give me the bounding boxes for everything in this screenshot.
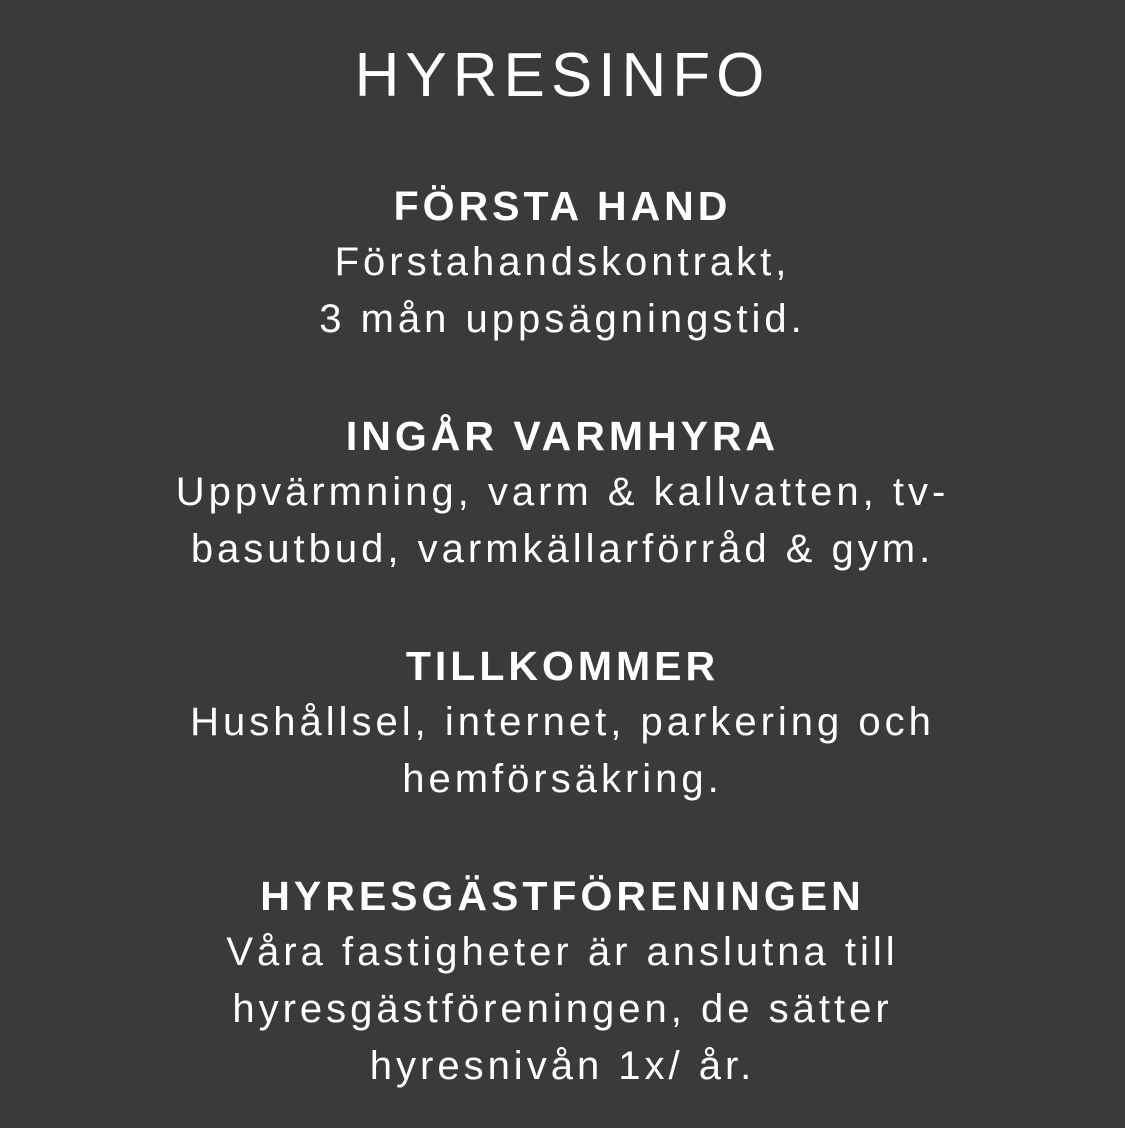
section-tenants-association [0,868,1125,1095]
section-first-hand [0,178,1125,348]
section-heading: HYRESGÄSTFÖRENINGEN [260,873,865,919]
section-text-line: 3 mån uppsägningstid. [319,297,806,341]
section-text-line: hemförsäkring. [402,757,723,801]
section-text-line: Förstahandskontrakt, [334,240,791,284]
section-text-line: Hushållsel, internet, parkering och [190,700,935,744]
section-text-line: Våra fastigheter är anslutna till [226,930,899,974]
section-included-rent [0,408,1125,578]
section-text-line: hyresgästföreningen, de sätter [232,987,893,1031]
section-heading: INGÅR VARMHYRA [345,413,780,459]
section-heading: TILLKOMMER [405,643,720,689]
page-title: HYRESINFO [354,41,771,110]
section-text-line: basutbud, varmkällarförråd & gym. [190,527,935,571]
section-additional-costs [0,638,1125,808]
section-text-line: Uppvärmning, varm & kallvatten, tv- [175,470,950,514]
section-heading: FÖRSTA HAND [393,183,732,229]
section-text-line: hyresnivån 1x/ år. [369,1044,756,1088]
